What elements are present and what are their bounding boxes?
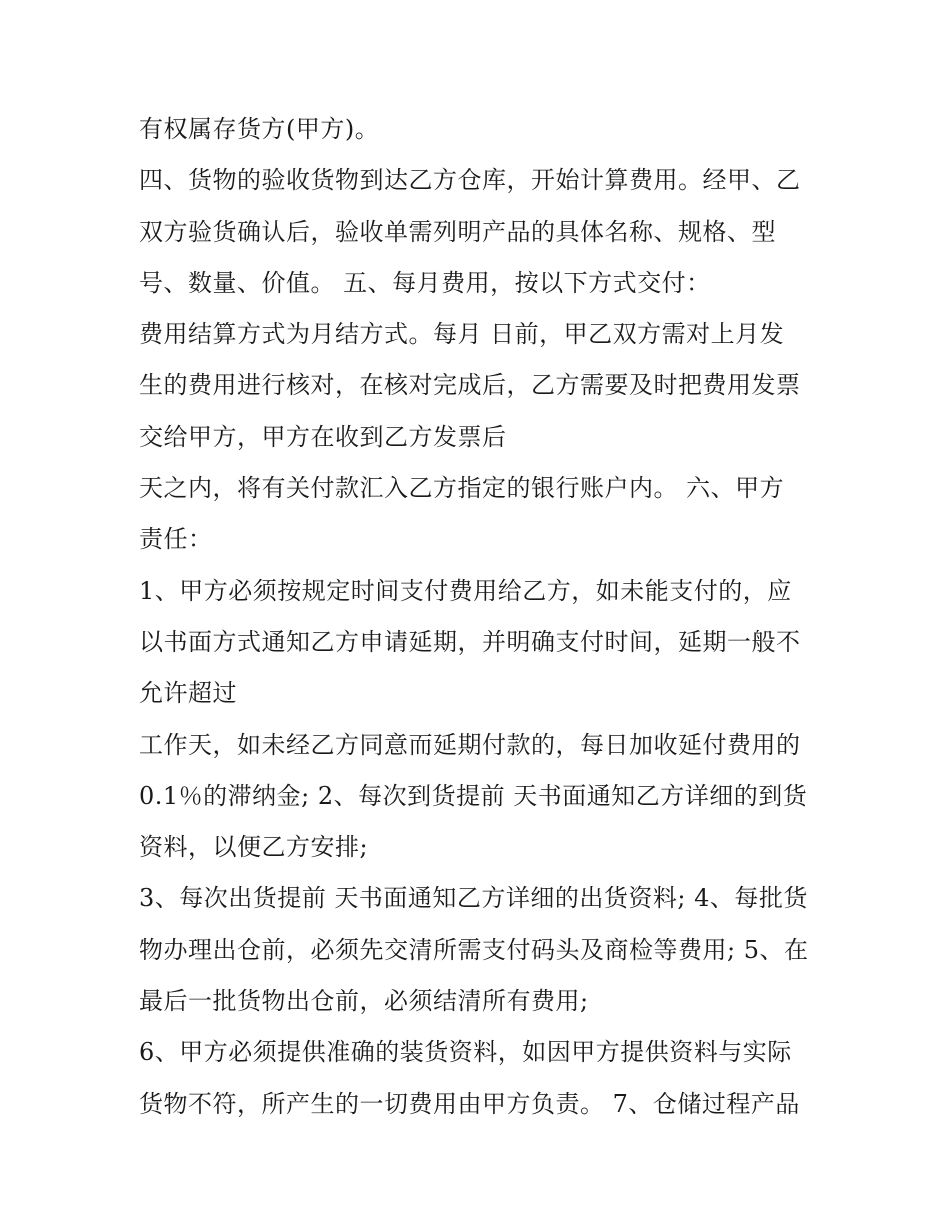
text-line-17: 物办理出仓前，必须先交清所需支付码头及商检等费用; 5、在 <box>139 935 809 964</box>
text-line-4: 号、数量、价值。 五、每月费用，按以下方式交付： <box>139 268 711 297</box>
contract-body-text <box>139 104 819 1130</box>
text-line-6: 生的费用进行核对，在核对完成后，乙方需要及时把费用发票 <box>139 371 801 400</box>
text-line-19: 6、甲方必须提供准确的装货资料，如因甲方提供资料与实际 <box>139 1038 792 1067</box>
text-line-14: 0.1％的滞纳金; 2、每次到货提前 天书面通知乙方详细的到货 <box>139 781 808 810</box>
text-line-20: 货物不符，所产生的一切费用由甲方负责。 7、仓储过程产品 <box>139 1089 800 1118</box>
text-line-2: 四、货物的验收货物到达乙方仓库，开始计算费用。经甲、乙 <box>139 166 801 195</box>
text-line-11: 以书面方式通知乙方申请延期，并明确支付时间，延期一般不 <box>139 627 801 656</box>
text-line-18: 最后一批货物出仓前，必须结清所有费用; <box>139 987 589 1016</box>
text-line-8: 天之内，将有关付款汇入乙方指定的银行账户内。 六、甲方 <box>139 474 785 503</box>
text-line-12: 允许超过 <box>139 679 237 708</box>
text-line-16: 3、每次出货提前 天书面通知乙方详细的出货资料; 4、每批货 <box>139 884 808 913</box>
text-line-1: 有权属存货方(甲方)。 <box>139 115 380 143</box>
text-line-10: 1、甲方必须按规定时间支付费用给乙方，如未能支付的，应 <box>139 576 792 605</box>
text-line-3: 双方验货确认后，验收单需列明产品的具体名称、规格、型 <box>139 217 776 246</box>
text-line-15: 资料，以便乙方安排; <box>139 833 369 862</box>
text-line-5: 费用结算方式为月结方式。每月 日前，甲乙双方需对上月发 <box>139 320 785 349</box>
text-line-13: 工作天，如未经乙方同意而延期付款的，每日加收延付费用的 <box>139 730 801 759</box>
text-line-7: 交给甲方，甲方在收到乙方发票后 <box>139 422 507 451</box>
text-line-9: 责任： <box>139 525 213 554</box>
